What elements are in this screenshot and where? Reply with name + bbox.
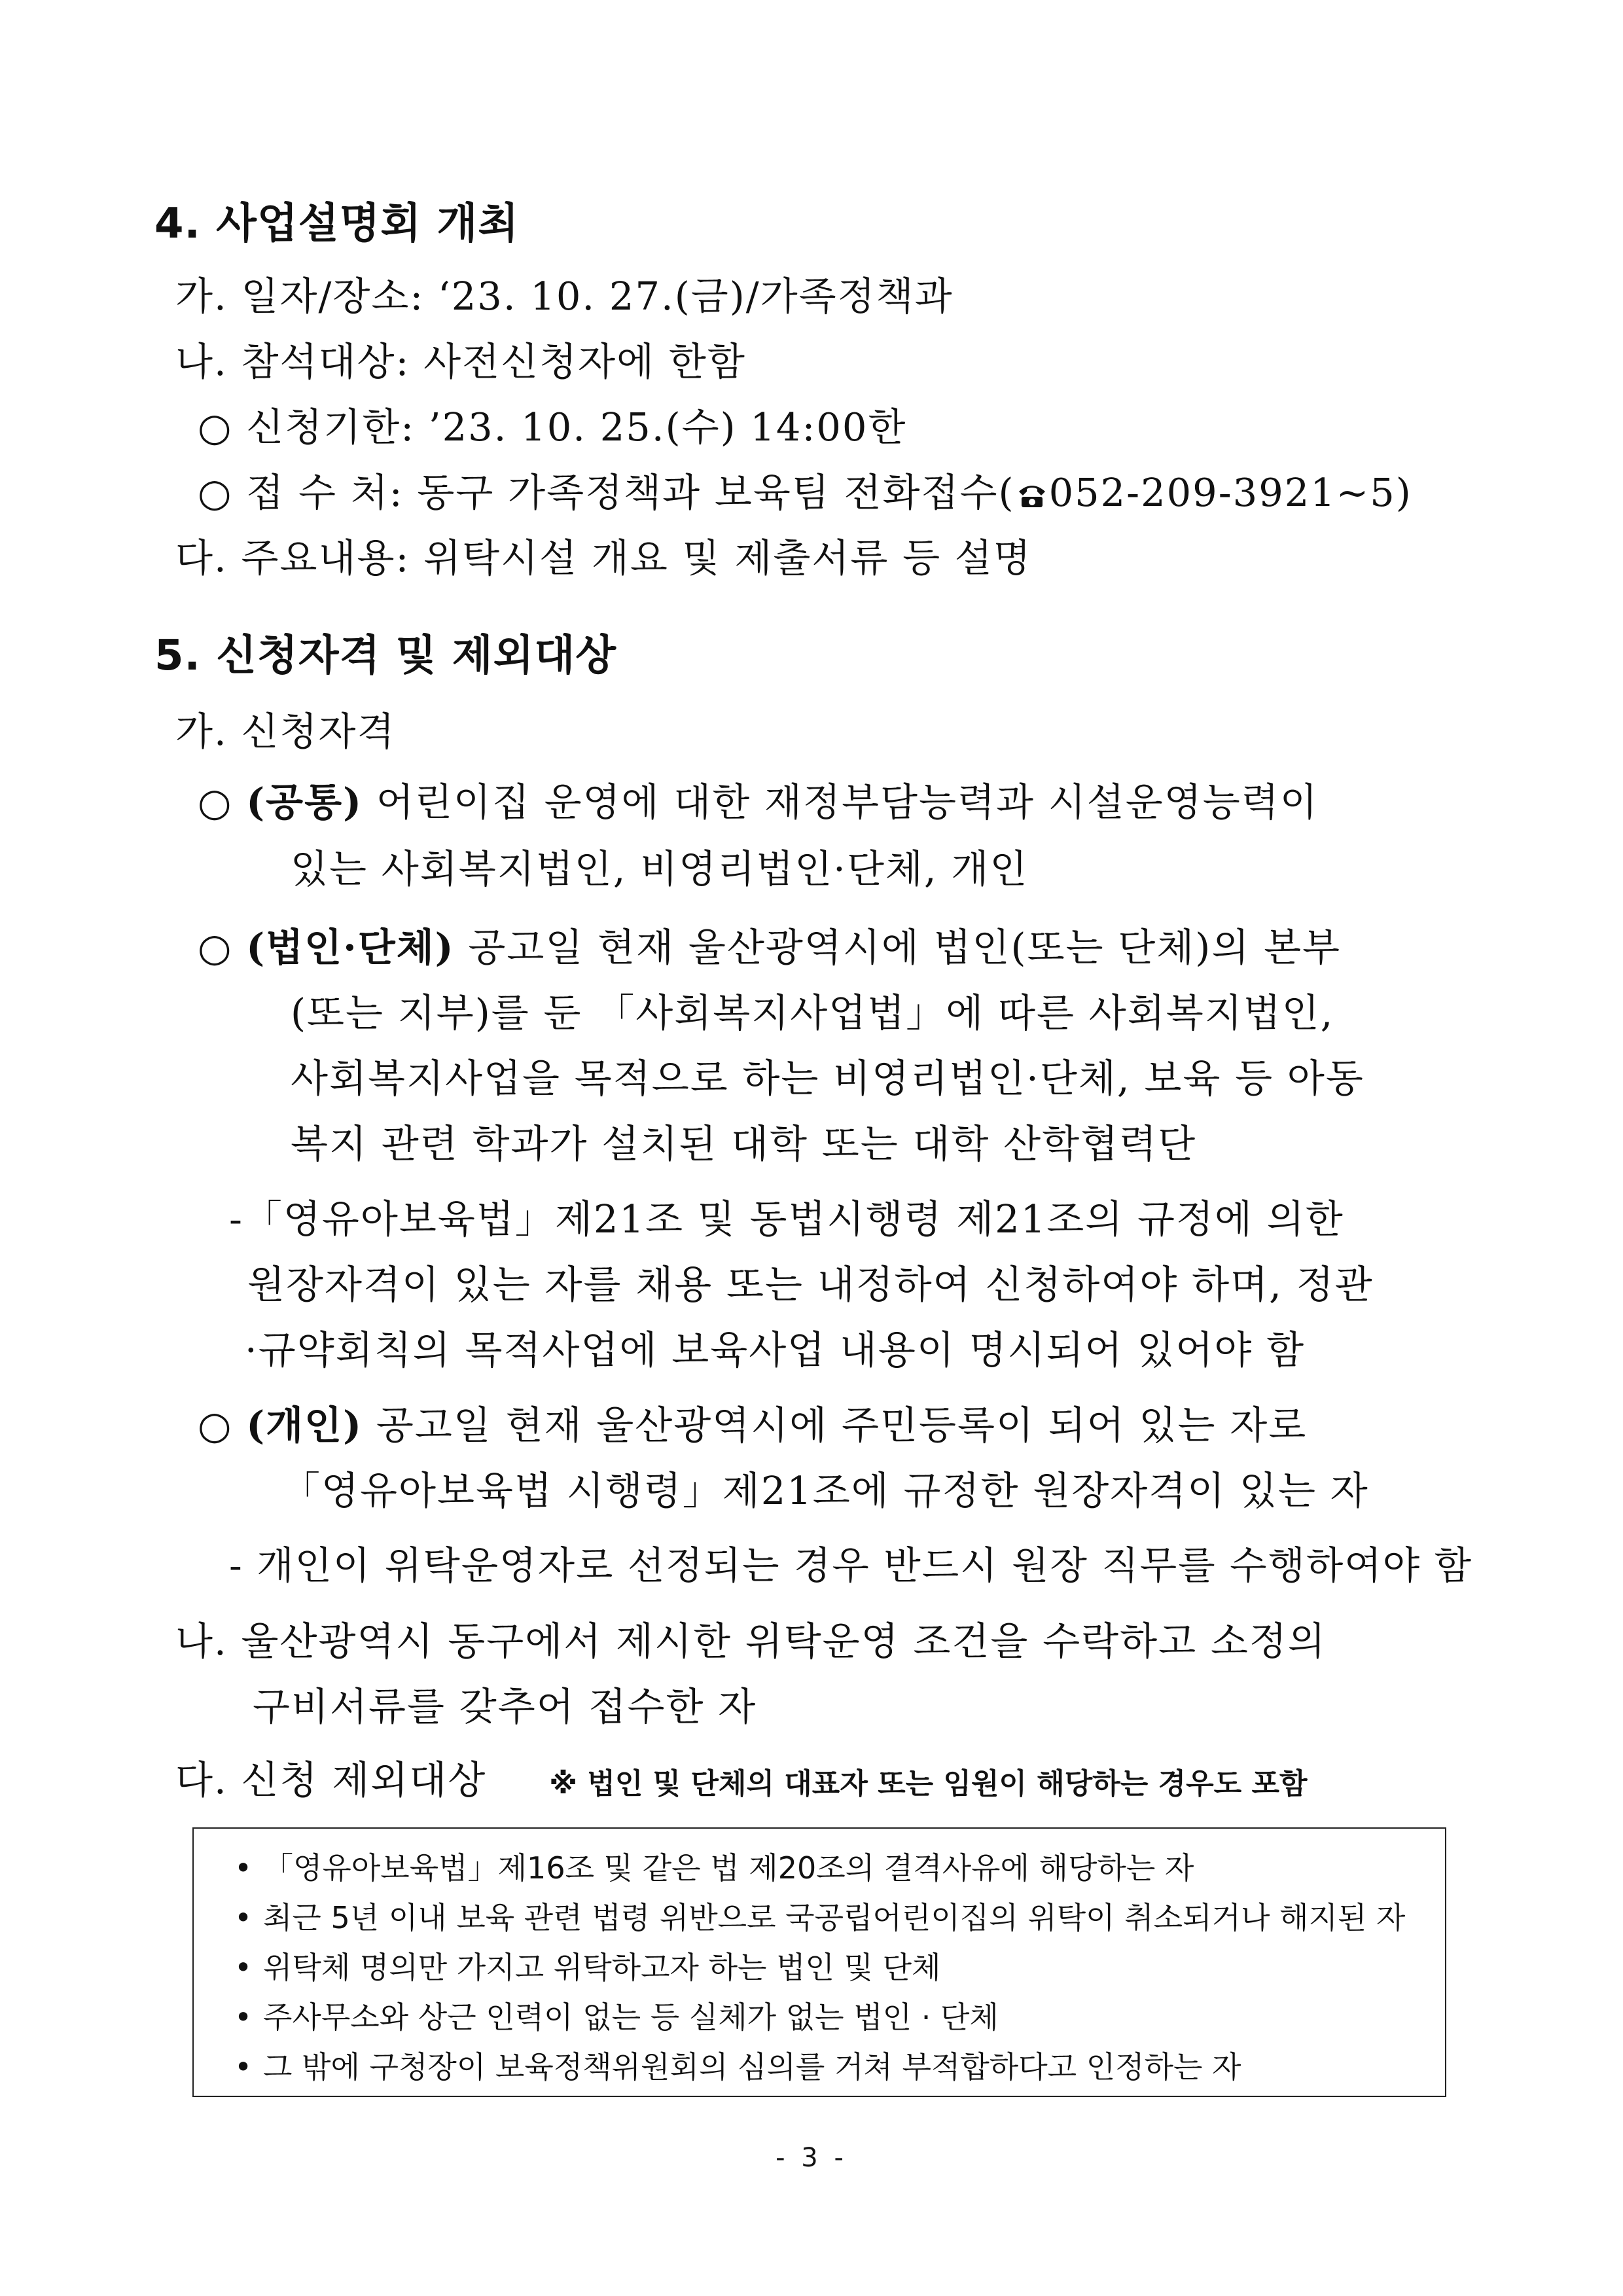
section-4-bullet-deadline: ○ 신청기한: ’23. 10. 25.(수) 14:00한 — [198, 404, 907, 450]
corp-label: (법인·단체) — [246, 925, 455, 970]
bullet-icon: • — [234, 1900, 253, 1935]
common-text-1: 어린이집 운영에 대한 재정부담능력과 시설운영능력이 — [363, 780, 1319, 825]
corp-text-1: 공고일 현재 울산광역시에 법인(또는 단체)의 본부 — [454, 925, 1342, 970]
corp-dash-2: 원장자격이 있는 자를 채용 또는 내정하여 신청하여야 하며, 정관 — [247, 1262, 1374, 1307]
section-4-bullet-reception — [198, 461, 1412, 519]
exclusion-note: ※ 법인 및 단체의 대표자 또는 임원이 해당하는 경우도 포함 — [549, 1767, 1308, 1801]
exclusion-heading: 다. 신청 제외대상 — [175, 1757, 487, 1803]
corp-text-4: 복지 관련 학과가 설치된 대학 또는 대학 산학협력단 — [291, 1121, 1197, 1166]
section-4-item-b: 나. 참석대상: 사전신청자에 한함 — [175, 339, 746, 384]
section-5-item-b-2: 구비서류를 갖추어 접수한 자 — [253, 1684, 757, 1729]
common-text-2: 있는 사회복지법인, 비영리법인·단체, 개인 — [291, 846, 1029, 891]
indiv-text-1: 공고일 현재 울산광역시에 주민등록이 되어 있는 자로 — [363, 1403, 1308, 1448]
section-4-heading: 4. 사업설명회 개최 — [154, 200, 520, 248]
section-5-item-c — [175, 1749, 1307, 1804]
corp-dash-3: ·규약회칙의 목적사업에 보육사업 내용이 명시되어 있어야 함 — [245, 1327, 1306, 1372]
exclusion-item — [234, 1994, 999, 2037]
bullet-icon: • — [234, 2049, 253, 2085]
corp-dash-1: -「영유아보육법」제21조 및 동법시행령 제21조의 규정에 의한 — [229, 1196, 1344, 1242]
common-bullet: ○ (공통) 어린이집 운영에 대한 재정부담능력과 시설운영능력이 — [198, 780, 1319, 825]
bullet-icon: • — [234, 1950, 253, 1985]
common-label: (공통) — [246, 780, 363, 825]
exclusion-item — [234, 2043, 1241, 2087]
corp-text-3: 사회복지사업을 목적으로 하는 비영리법인·단체, 보육 등 아동 — [291, 1056, 1364, 1101]
exclusion-text: 위탁체 명의만 가지고 위탁하고자 하는 법인 및 단체 — [263, 1950, 941, 1985]
exclusion-text: 「영유아보육법」제16조 및 같은 법 제20조의 결격사유에 해당하는 자 — [263, 1850, 1194, 1886]
section-4-item-c: 다. 주요내용: 위탁시설 개요 및 제출서류 등 설명 — [175, 535, 1032, 581]
exclusion-item — [234, 1944, 941, 1987]
section-5-item-b-1: 나. 울산광역시 동구에서 제시한 위탁운영 조건을 수락하고 소정의 — [175, 1619, 1327, 1664]
exclusion-text: 주사무소와 상근 인력이 없는 등 실체가 없는 법인 · 단체 — [263, 2000, 999, 2035]
indiv-bullet: ○ (개인) 공고일 현재 울산광역시에 주민등록이 되어 있는 자로 — [198, 1403, 1308, 1448]
corp-bullet: ○ (법인·단체) 공고일 현재 울산광역시에 법인(또는 단체)의 본부 — [198, 925, 1342, 970]
exclusion-box — [192, 1827, 1446, 2097]
exclusion-item — [234, 1844, 1194, 1888]
section-5-heading: 5. 신청자격 및 제외대상 — [154, 632, 617, 680]
phone-number: 052-209-3921~5) — [1048, 470, 1412, 515]
exclusion-text: 그 밖에 구청장이 보육정책위원회의 심의를 거쳐 부적합하다고 인정하는 자 — [263, 2049, 1241, 2085]
section-5-item-a: 가. 신청자격 — [175, 709, 396, 754]
exclusion-item — [234, 1894, 1405, 1937]
telephone-icon — [1015, 474, 1049, 519]
section-4-item-a: 가. 일자/장소: ‘23. 10. 27.(금)/가족정책과 — [175, 274, 954, 319]
reception-text: ○ 접 수 처: 동구 가족정책과 보육팀 전화접수( — [198, 470, 1015, 515]
bullet-icon: • — [234, 1850, 253, 1886]
indiv-label: (개인) — [246, 1403, 363, 1448]
bullet-icon: • — [234, 2000, 253, 2035]
corp-text-2: (또는 지부)를 둔 「사회복지사업법」에 따른 사회복지법인, — [291, 990, 1334, 1035]
indiv-text-2: 「영유아보육법 시행령」제21조에 규정한 원장자격이 있는 자 — [281, 1468, 1369, 1513]
page-number: - 3 - — [776, 2143, 847, 2173]
indiv-dash: - 개인이 위탁운영자로 선정되는 경우 반드시 원장 직무를 수행하여야 함 — [229, 1543, 1473, 1588]
exclusion-text: 최근 5년 이내 보육 관련 법령 위반으로 국공립어린이집의 위탁이 취소되거나 해지된 자 — [263, 1900, 1406, 1935]
